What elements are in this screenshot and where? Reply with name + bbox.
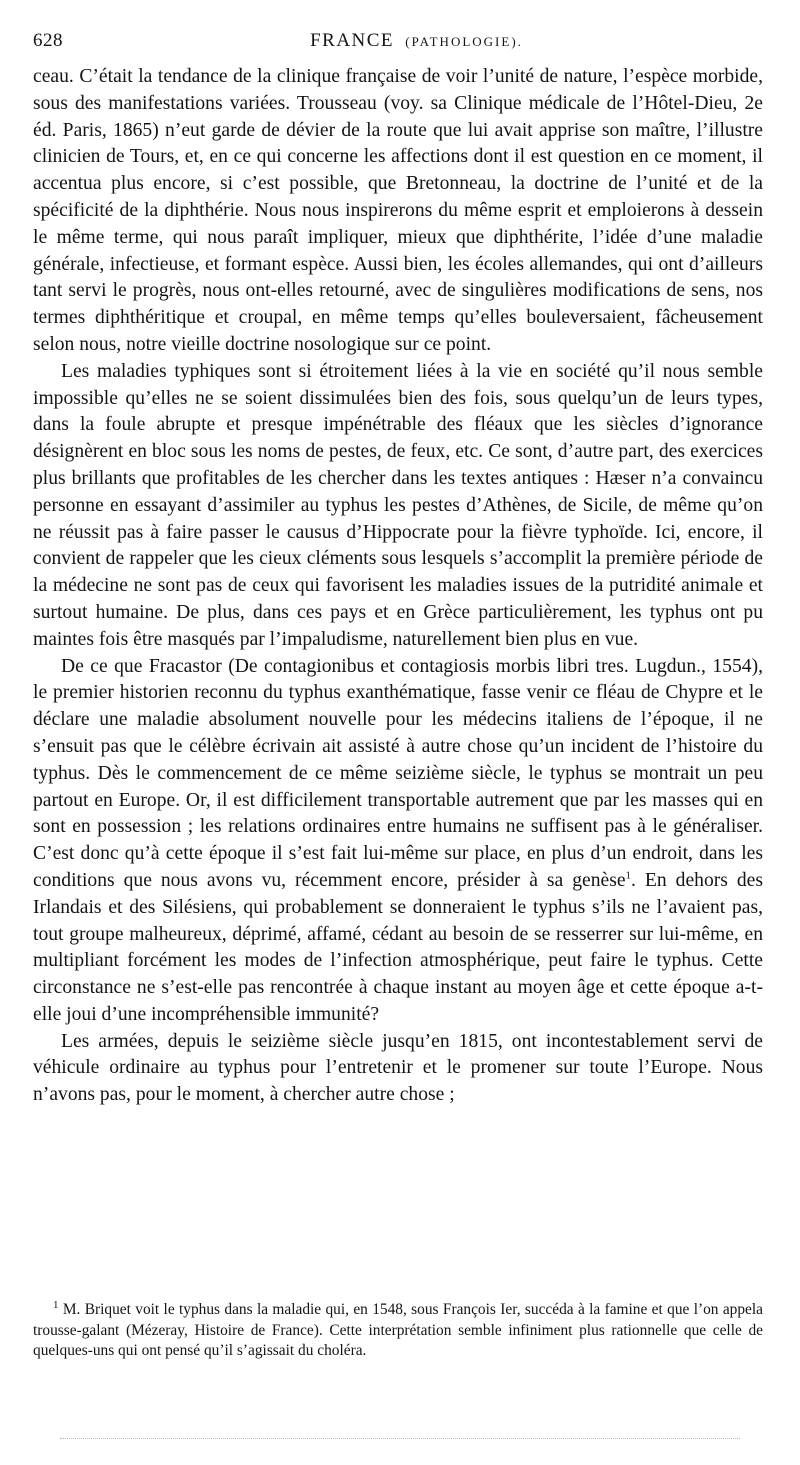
body-text bbox=[33, 64, 763, 1109]
paragraph-3-text: De ce que Fracastor (De contagionibus et contagiosis morbis libri tres. Lugdun., 1554), le premier historien reconnu du typhus exanthématique, fasse venir ce fléau de Chypre et le déclare une maladie absolument nouvelle pour les médecins italiens de l’époque, il ne s’ensuit pas que le célèbre écrivain ait assisté à autre chose qu’un incident de l’histoire du typhus. Dès le commencement de ce même seizième siècle, le typhus se montrait un peu partout en Europe. Or, il est difficilement transportable autrement que par les masses qui en sont en possession ; les relations ordinaires entre humains ne suffisent pas à le généraliser. C’est donc qu’à cette époque il s’est fait lui-même sur place, en plus d’un endroit, dans les conditions que nous avons vu, récemment encore, présider à sa genèse bbox=[33, 655, 763, 891]
footnote-marker: 1 bbox=[53, 1298, 59, 1311]
paragraph-2: Les maladies typhiques sont si étroitement liées à la vie en société qu’il nous semble impossible qu’elles ne se soient dissimulées bien des fois, sous quelqu’un de leurs types, dans la foule abrupte et presque impénétrable des fléaux que les siècles d’ignorance désignèrent en bloc sous les noms de pestes, de feux, etc. Ce sont, d’autre part, des exercices plus brillants que profitables de les chercher dans les textes antiques : Hæser n’a convaincu personne en essayant d’assimiler au typhus les pestes d’Athènes, de Sicile, de même qu’on ne réussit pas à faire passer le causus d’Hippocrate pour la fièvre typhoïde. Ici, encore, il convient de rappeler que les cieux cléments sous lesquels s’accomplit la première période de la médecine ne sont pas de ceux qui favorisent les maladies issues de la putridité animale et surtout humaine. De plus, dans ces pays et en Grèce particulièrement, les typhus ont pu maintes fois être masqués par l’impaludisme, naturellement bien plus en vue. bbox=[33, 360, 763, 650]
paragraph-4: Les armées, depuis le seizième siècle jusqu’en 1815, ont incontestablement servi de véhicule ordinaire au typhus pour l’entretenir et le promener sur toute l’Europe. Nous n’avons pas, pour le moment, à chercher autre chose ; bbox=[33, 1030, 763, 1106]
footnote-1 bbox=[33, 1300, 763, 1362]
page-number: 628 bbox=[33, 30, 63, 51]
scan-artifact-line bbox=[60, 1438, 740, 1439]
paragraph-3-text-end: . En dehors des Irlandais et des Silésiens, qui probablement se donneraient le typhus s’ils ne l’avaient pas, tout groupe malheureux, déprimé, affamé, cédant au besoin de se resserrer sur lui-même, en multipliant forcément les modes de l’infection atmosphérique, peut faire le typhus. Cette circonstance ne s’est-elle pas rencontrée à chaque instant au moyen âge et cette époque a-t-elle joui d’une incompréhensible immunité? bbox=[33, 869, 763, 1025]
running-title-subtitle: (PATHOLOGIE). bbox=[405, 34, 523, 49]
paragraph-3 bbox=[33, 654, 763, 1029]
footnote-reference: 1 bbox=[625, 869, 632, 882]
running-title bbox=[33, 30, 760, 52]
footnotes bbox=[33, 1300, 763, 1362]
running-title-main: FRANCE bbox=[310, 30, 395, 51]
running-head bbox=[33, 30, 760, 56]
footnote-text: M. Briquet voit le typhus dans la maladie qui, en 1548, sous François Ier, succéda à la famine et que l’on appela trousse-galant (Mézeray, Histoire de France). Cette interprétation semble infiniment plus rationnelle que celle de quelques-uns qui ont pensé qu’il s’agissait du choléra. bbox=[33, 1301, 763, 1360]
paragraph-1: ceau. C’était la tendance de la clinique française de voir l’unité de nature, l’espèce morbide, sous des manifestations variées. Trousseau (voy. sa Clinique médicale de l’Hôtel-Dieu, 2e éd. Paris, 1865) n’eut garde de dévier de la route que lui avait apprise son maître, l’illustre clinicien de Tours, et, en ce qui concerne les affections dont il est question en ce moment, il accentua plus encore, si c’est possible, que Bretonneau, la doctrine de l’unité et de la spécificité de la diphthérie. Nous nous inspirerons du même esprit et emploierons à dessein le même terme, qui nous paraît impliquer, mieux que diphthérite, l’idée d’une maladie générale, infectieuse, et formant espèce. Aussi bien, les écoles allemandes, qui ont d’ailleurs tant servi le progrès, nous ont-elles retourné, avec de singulières modifications de sens, nos termes diphthéritique et croupal, en même temps qu’elles bouleversaient, fâcheusement selon nous, notre vieille doctrine nosologique sur ce point. bbox=[33, 66, 763, 355]
